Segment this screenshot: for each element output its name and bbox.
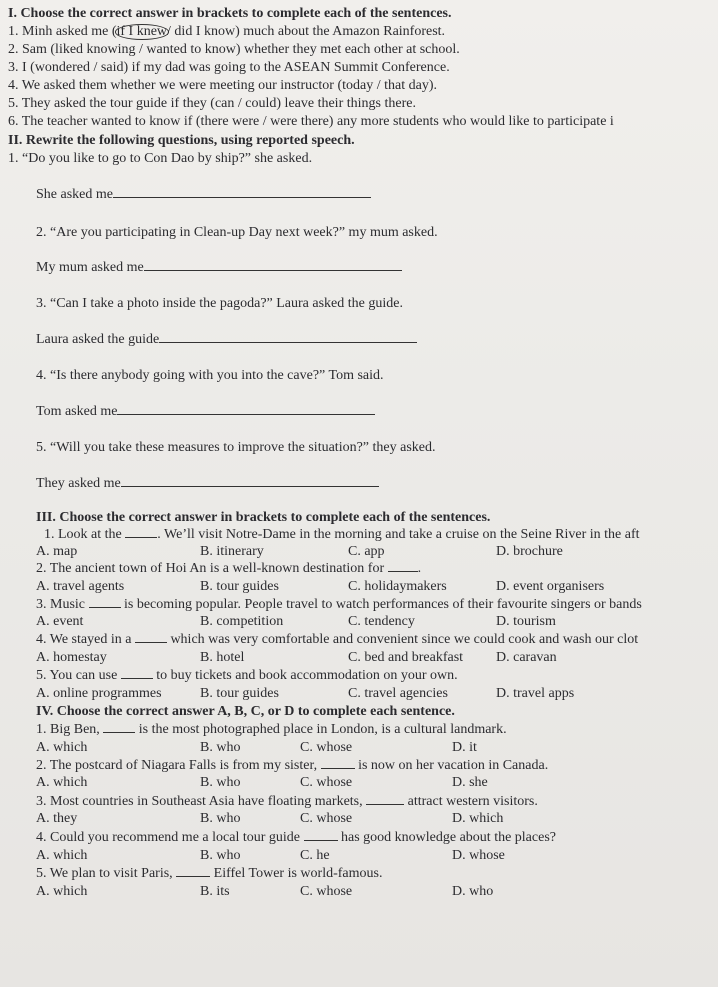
s2-answer-4: Tom asked me (36, 404, 375, 420)
s3-5-option-a[interactable]: A. online programmes (36, 686, 162, 701)
section-1-heading: I. Choose the correct answer in brackets to complete each of the sentences. (8, 6, 452, 21)
s3-2-option-c[interactable]: C. holidaymakers (348, 579, 447, 594)
s3-5-option-b[interactable]: B. tour guides (200, 686, 279, 701)
circled-answer: if I knew (116, 24, 168, 39)
s2-answer-3: Laura asked the guide (36, 332, 417, 348)
s3-item-5: 5. You can use to buy tickets and book accommodation on your own. (36, 668, 458, 683)
s3-3-option-b[interactable]: B. competition (200, 614, 284, 629)
s4-2-option-d[interactable]: D. she (452, 775, 488, 790)
s1-item-4: 4. We asked them whether we were meeting our instructor (today / that day). (8, 78, 437, 93)
s4-2-option-b[interactable]: B. who (200, 775, 241, 790)
s2-question-2: 2. “Are you participating in Clean-up Day next week?” my mum asked. (36, 225, 438, 240)
s2-answer-2: My mum asked me (36, 260, 402, 276)
section-4-heading: IV. Choose the correct answer A, B, C, or D to complete each sentence. (36, 704, 455, 719)
answer-blank[interactable] (304, 830, 338, 841)
s3-5-option-d[interactable]: D. travel apps (496, 686, 575, 701)
s3-2-option-d[interactable]: D. event organisers (496, 579, 605, 594)
s4-2-option-a[interactable]: A. which (36, 775, 88, 790)
s3-2-option-a[interactable]: A. travel agents (36, 579, 125, 594)
s4-4-option-d[interactable]: D. whose (452, 848, 505, 863)
s3-item-4: 4. We stayed in a which was very comfortable and convenient since we could cook and wash our clot (36, 632, 639, 647)
s4-1-option-d[interactable]: D. it (452, 740, 477, 755)
s4-item-1: 1. Big Ben, is the most photographed place in London, is a cultural landmark. (36, 722, 507, 737)
answer-blank[interactable] (121, 668, 153, 679)
answer-blank[interactable] (366, 794, 404, 805)
answer-blank[interactable] (176, 866, 210, 877)
s2-answer-1: She asked me (36, 187, 371, 203)
s4-4-option-a[interactable]: A. which (36, 848, 88, 863)
s3-item-2: 2. The ancient town of Hoi An is a well-known destination for . (36, 561, 422, 576)
s4-4-option-c[interactable]: C. he (300, 848, 330, 863)
section-2-heading: II. Rewrite the following questions, using reported speech. (8, 133, 355, 148)
s4-5-option-c[interactable]: C. whose (300, 884, 353, 899)
s3-4-option-a[interactable]: A. homestay (36, 650, 107, 665)
s4-4-option-b[interactable]: B. who (200, 848, 241, 863)
s3-4-option-b[interactable]: B. hotel (200, 650, 245, 665)
s1-item-3: 3. I (wondered / said) if my dad was going to the ASEAN Summit Conference. (8, 60, 450, 75)
answer-blank[interactable] (121, 476, 379, 487)
answer-blank[interactable] (117, 404, 375, 415)
answer-blank[interactable] (113, 187, 371, 198)
s4-item-5: 5. We plan to visit Paris, Eiffel Tower is world-famous. (36, 866, 383, 881)
s4-3-option-c[interactable]: C. whose (300, 811, 353, 826)
answer-blank[interactable] (144, 260, 402, 271)
answer-blank[interactable] (125, 527, 157, 538)
s4-5-option-a[interactable]: A. which (36, 884, 88, 899)
s2-question-4: 4. “Is there anybody going with you into the cave?” Tom said. (36, 368, 384, 383)
s4-1-option-a[interactable]: A. which (36, 740, 88, 755)
answer-blank[interactable] (388, 561, 418, 572)
s4-5-option-b[interactable]: B. its (200, 884, 230, 899)
s3-3-option-d[interactable]: D. tourism (496, 614, 556, 629)
s2-answer-5: They asked me (36, 476, 379, 492)
s1-item-1: 1. Minh asked me (if I knew/ did I know) much about the Amazon Rainforest. (8, 24, 446, 39)
answer-blank[interactable] (159, 332, 417, 343)
s3-item-1: 1. Look at the . We’ll visit Notre-Dame in the morning and take a cruise on the Seine River in the aft (44, 527, 640, 542)
s4-item-4: 4. Could you recommend me a local tour guide has good knowledge about the places? (36, 830, 556, 845)
section-3-heading: III. Choose the correct answer in brackets to complete each of the sentences. (36, 510, 491, 525)
s2-question-3: 3. “Can I take a photo inside the pagoda?” Laura asked the guide. (36, 296, 403, 311)
s3-1-option-c[interactable]: C. app (348, 544, 385, 559)
s3-3-option-c[interactable]: C. tendency (348, 614, 415, 629)
s3-2-option-b[interactable]: B. tour guides (200, 579, 279, 594)
s1-item-6: 6. The teacher wanted to know if (there were / were there) any more students who would like to participate i (8, 114, 614, 129)
s1-item-5: 5. They asked the tour guide if they (can / could) leave their things there. (8, 96, 416, 111)
s3-1-option-b[interactable]: B. itinerary (200, 544, 264, 559)
s4-3-option-d[interactable]: D. which (452, 811, 504, 826)
s4-item-2: 2. The postcard of Niagara Falls is from my sister, is now on her vacation in Canada. (36, 758, 549, 773)
s4-2-option-c[interactable]: C. whose (300, 775, 353, 790)
s4-item-3: 3. Most countries in Southeast Asia have floating markets, attract western visitors. (36, 794, 538, 809)
s2-question-1: 1. “Do you like to go to Con Dao by ship?” she asked. (8, 151, 313, 166)
s3-1-option-a[interactable]: A. map (36, 544, 78, 559)
s1-item-2: 2. Sam (liked knowing / wanted to know) whether they met each other at school. (8, 42, 460, 57)
answer-blank[interactable] (103, 722, 135, 733)
s2-question-5: 5. “Will you take these measures to improve the situation?” they asked. (36, 440, 436, 455)
s3-4-option-c[interactable]: C. bed and breakfast (348, 650, 464, 665)
s3-4-option-d[interactable]: D. caravan (496, 650, 557, 665)
answer-blank[interactable] (321, 758, 355, 769)
s4-1-option-c[interactable]: C. whose (300, 740, 353, 755)
s3-1-option-d[interactable]: D. brochure (496, 544, 563, 559)
s3-item-3: 3. Music is becoming popular. People travel to watch performances of their favourite singers or bands (36, 597, 642, 612)
answer-blank[interactable] (89, 597, 121, 608)
s4-3-option-a[interactable]: A. they (36, 811, 78, 826)
answer-blank[interactable] (135, 632, 167, 643)
s3-3-option-a[interactable]: A. event (36, 614, 84, 629)
s4-1-option-b[interactable]: B. who (200, 740, 241, 755)
s4-5-option-d[interactable]: D. who (452, 884, 494, 899)
s4-3-option-b[interactable]: B. who (200, 811, 241, 826)
s3-5-option-c[interactable]: C. travel agencies (348, 686, 448, 701)
